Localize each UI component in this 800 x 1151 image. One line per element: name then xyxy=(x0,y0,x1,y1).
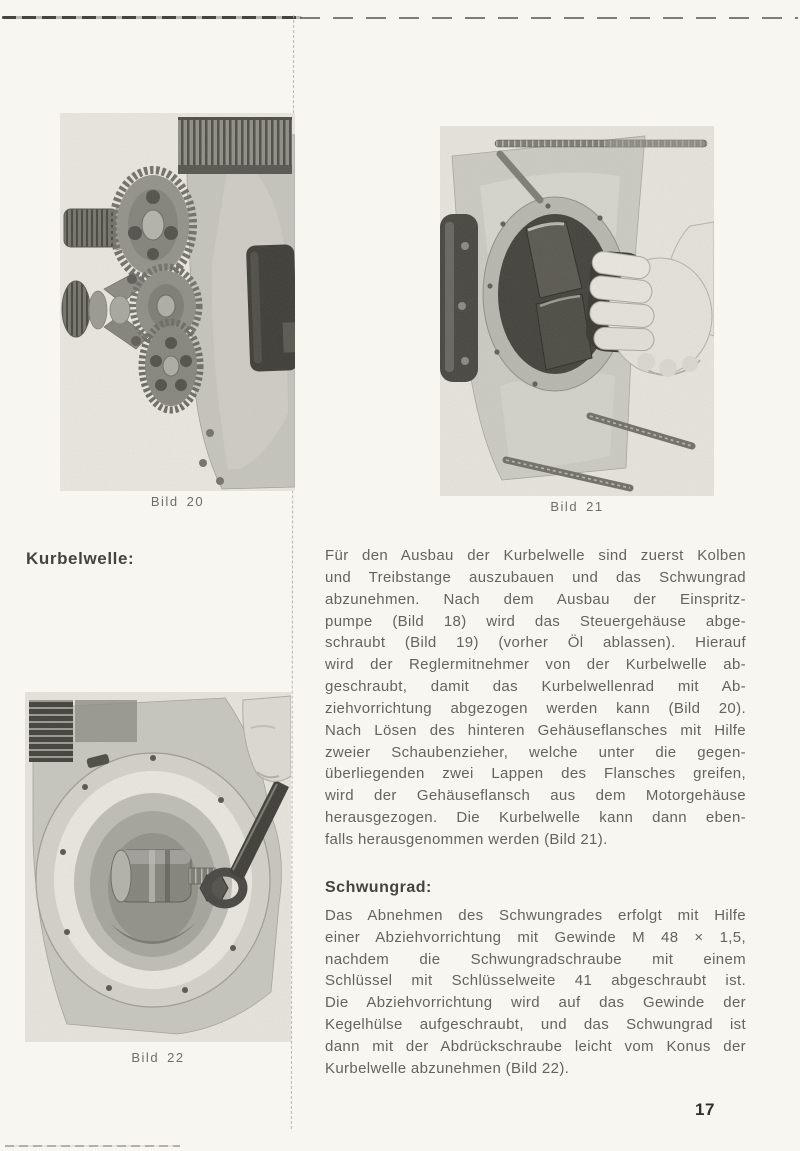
text-line: überliegenden zwei Lappen des Flansches greifen, xyxy=(325,765,746,783)
figure-bild-20 xyxy=(60,113,295,491)
scan-bottom-edge-artifact xyxy=(5,1145,180,1147)
text-line: Die Abziehvorrichtung wird auf das Gewinde der xyxy=(325,994,746,1012)
text-line: dann mit der Abdrückschraube leicht vom Konus der xyxy=(325,1037,746,1055)
text-line: herausgezogen. Die Kurbelwelle kann dann eben- xyxy=(325,809,746,827)
body-text-column xyxy=(325,545,746,1080)
page-number: 17 xyxy=(695,1100,715,1119)
paragraph-kurbelwelle xyxy=(325,545,746,851)
text-line: ziehvorrichtung abgezogen werden kann (Bild 20). xyxy=(325,699,746,717)
text-line: geschraubt, damit das Kurbelwellenrad mit Ab- xyxy=(325,678,746,696)
figure-caption: Bild 22 xyxy=(131,1050,185,1065)
scan-edge-mark xyxy=(2,16,302,19)
text-line: Das Abnehmen des Schwungrades erfolgt mit Hilfe xyxy=(325,906,746,924)
text-line: wird der Reglermitnehmer von der Kurbelwelle ab- xyxy=(325,656,746,674)
flywheel-puller-photo xyxy=(25,692,291,1042)
engine-gear-train-photo xyxy=(60,113,295,491)
text-line: schraubt (Bild 19) (vorher Öl ablassen). Hierauf xyxy=(325,634,746,652)
text-line: Nach Lösen des hinteren Gehäuseflansches mit Hilfe xyxy=(325,721,746,739)
text-line: Kurbelwelle abzunehmen (Bild 22). xyxy=(325,1059,570,1077)
figure-caption: Bild 21 xyxy=(550,499,604,514)
crankshaft-removal-photo xyxy=(440,126,714,496)
scan-top-edge-artifact xyxy=(0,16,800,20)
section-heading-schwungrad: Schwungrad: xyxy=(325,878,432,896)
text-line: falls herausgenommen werden (Bild 21). xyxy=(325,830,608,848)
text-line: pumpe (Bild 18) wird das Steuergehäuse abge- xyxy=(325,612,746,630)
figure-bild-22 xyxy=(25,692,291,1042)
section-heading-kurbelwelle: Kurbelwelle: xyxy=(26,549,135,568)
figure-caption: Bild 20 xyxy=(150,494,205,509)
text-line: abzunehmen. Nach dem Ausbau der Einspritz- xyxy=(325,590,746,608)
text-line: einer Abziehvorrichtung mit Gewinde M 48 × 1,5, xyxy=(325,928,746,946)
figure-bild-21 xyxy=(440,126,714,496)
scan-edge-dashes xyxy=(300,17,798,19)
text-line: Schlüssel mit Schlüsselweite 41 abgeschraubt ist. xyxy=(325,972,746,990)
text-line: nachdem die Schwungradschraube mit einem xyxy=(325,950,746,968)
text-line: und Treibstange auszubauen und das Schwungrad xyxy=(325,568,746,586)
text-line: Kegelhülse aufgeschraubt, und das Schwungrad ist xyxy=(325,1016,746,1034)
text-line: wird der Gehäuseflansch aus dem Motorgehäuse xyxy=(325,787,746,805)
paragraph-schwungrad xyxy=(325,905,746,1080)
text-line: zweier Schaubenzieher, welche unter die gegen- xyxy=(325,743,746,761)
text-line: Für den Ausbau der Kurbelwelle sind zuerst Kolben xyxy=(325,547,746,564)
